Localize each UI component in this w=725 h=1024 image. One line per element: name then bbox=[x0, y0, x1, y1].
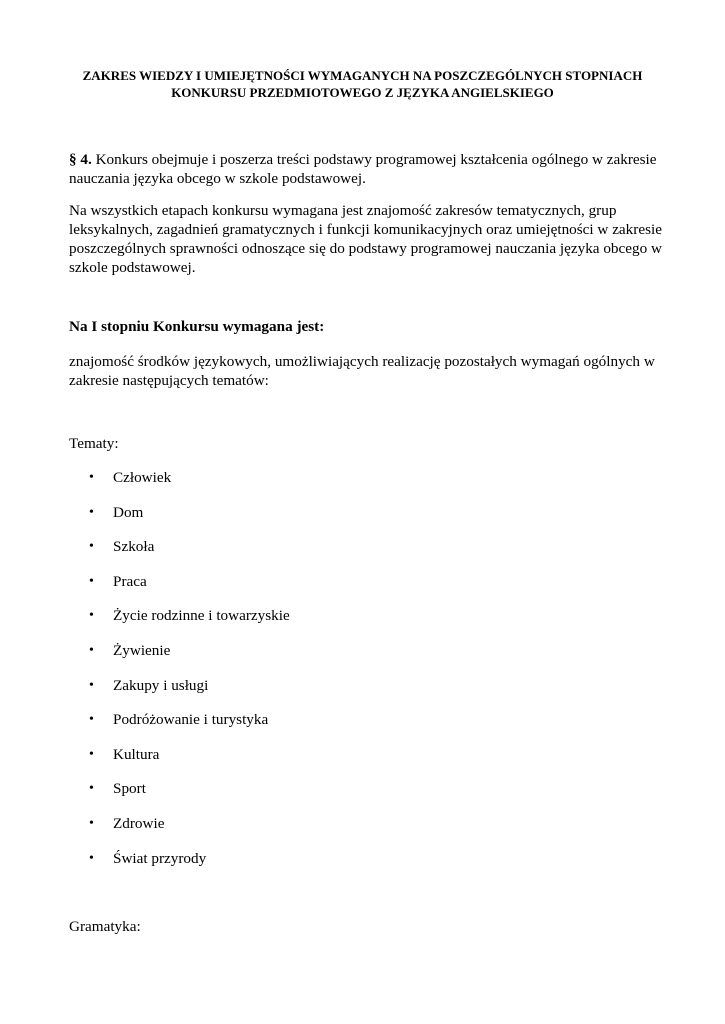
title-line-2: KONKURSU PRZEDMIOTOWEGO Z JĘZYKA ANGIELSKIEGO bbox=[171, 85, 554, 100]
bullet-icon: • bbox=[89, 539, 94, 555]
topic-text: Podróżowanie i turystyka bbox=[113, 711, 269, 729]
bullet-icon: • bbox=[89, 677, 94, 693]
topic-text: Zakupy i usługi bbox=[113, 676, 209, 694]
bullet-icon: • bbox=[89, 504, 94, 520]
grammar-label: Gramatyka: bbox=[69, 918, 141, 935]
bullet-icon: • bbox=[89, 470, 94, 485]
topic-text: Praca bbox=[113, 572, 147, 590]
topic-text: Świat przyrody bbox=[113, 849, 207, 867]
topic-text: Sport bbox=[113, 780, 146, 798]
bullet-icon: • bbox=[89, 573, 94, 589]
bullet-icon: • bbox=[89, 815, 94, 831]
topic-text: Szkoła bbox=[113, 538, 155, 556]
topics-label: Tematy: bbox=[69, 435, 119, 452]
title-line-1: ZAKRES WIEDZY I UMIEJĘTNOŚCI WYMAGANYCH NA POSZCZEGÓLNYCH STOPNIACH bbox=[82, 68, 643, 83]
topic-text: Zdrowie bbox=[113, 814, 165, 832]
stage-1-description: znajomość środków językowych, umożliwiających realizację pozostałych wymagań ogólnych w zakresie następujących tematów: bbox=[69, 353, 655, 389]
section-intro-text: Konkurs obejmuje i poszerza treści podstawy programowej kształcenia ogólnego w zakresie nauczania języka obcego w szkole podstawowej. bbox=[69, 151, 657, 187]
topic-text: Życie rodzinne i towarzyskie bbox=[113, 607, 290, 625]
document-title bbox=[40, 67, 685, 101]
section-intro-paragraph bbox=[69, 150, 669, 188]
bullet-icon: • bbox=[89, 608, 94, 624]
bullet-icon: • bbox=[89, 746, 94, 762]
topic-text: Dom bbox=[113, 503, 144, 521]
stage-1-heading: Na I stopniu Konkursu wymagana jest: bbox=[69, 318, 325, 335]
section-number: § 4. bbox=[69, 151, 92, 168]
bullet-icon: • bbox=[89, 781, 94, 797]
topic-text: Kultura bbox=[113, 745, 160, 763]
bullet-icon: • bbox=[89, 642, 94, 658]
topic-text: Człowiek bbox=[113, 469, 172, 486]
bullet-icon: • bbox=[89, 850, 94, 866]
bullet-icon: • bbox=[89, 712, 94, 728]
topic-text: Żywienie bbox=[113, 641, 171, 659]
requirements-paragraph: Na wszystkich etapach konkursu wymagana jest znajomość zakresów tematycznych, grup leksykalnych, zagadnień gramatycznych i funkcji komunikacyjnych oraz umiejętności w zakresie poszczególnych sprawności odnoszące się do podstawy programowej nauczania języka obcego w szkole podstawowej. bbox=[69, 202, 662, 276]
